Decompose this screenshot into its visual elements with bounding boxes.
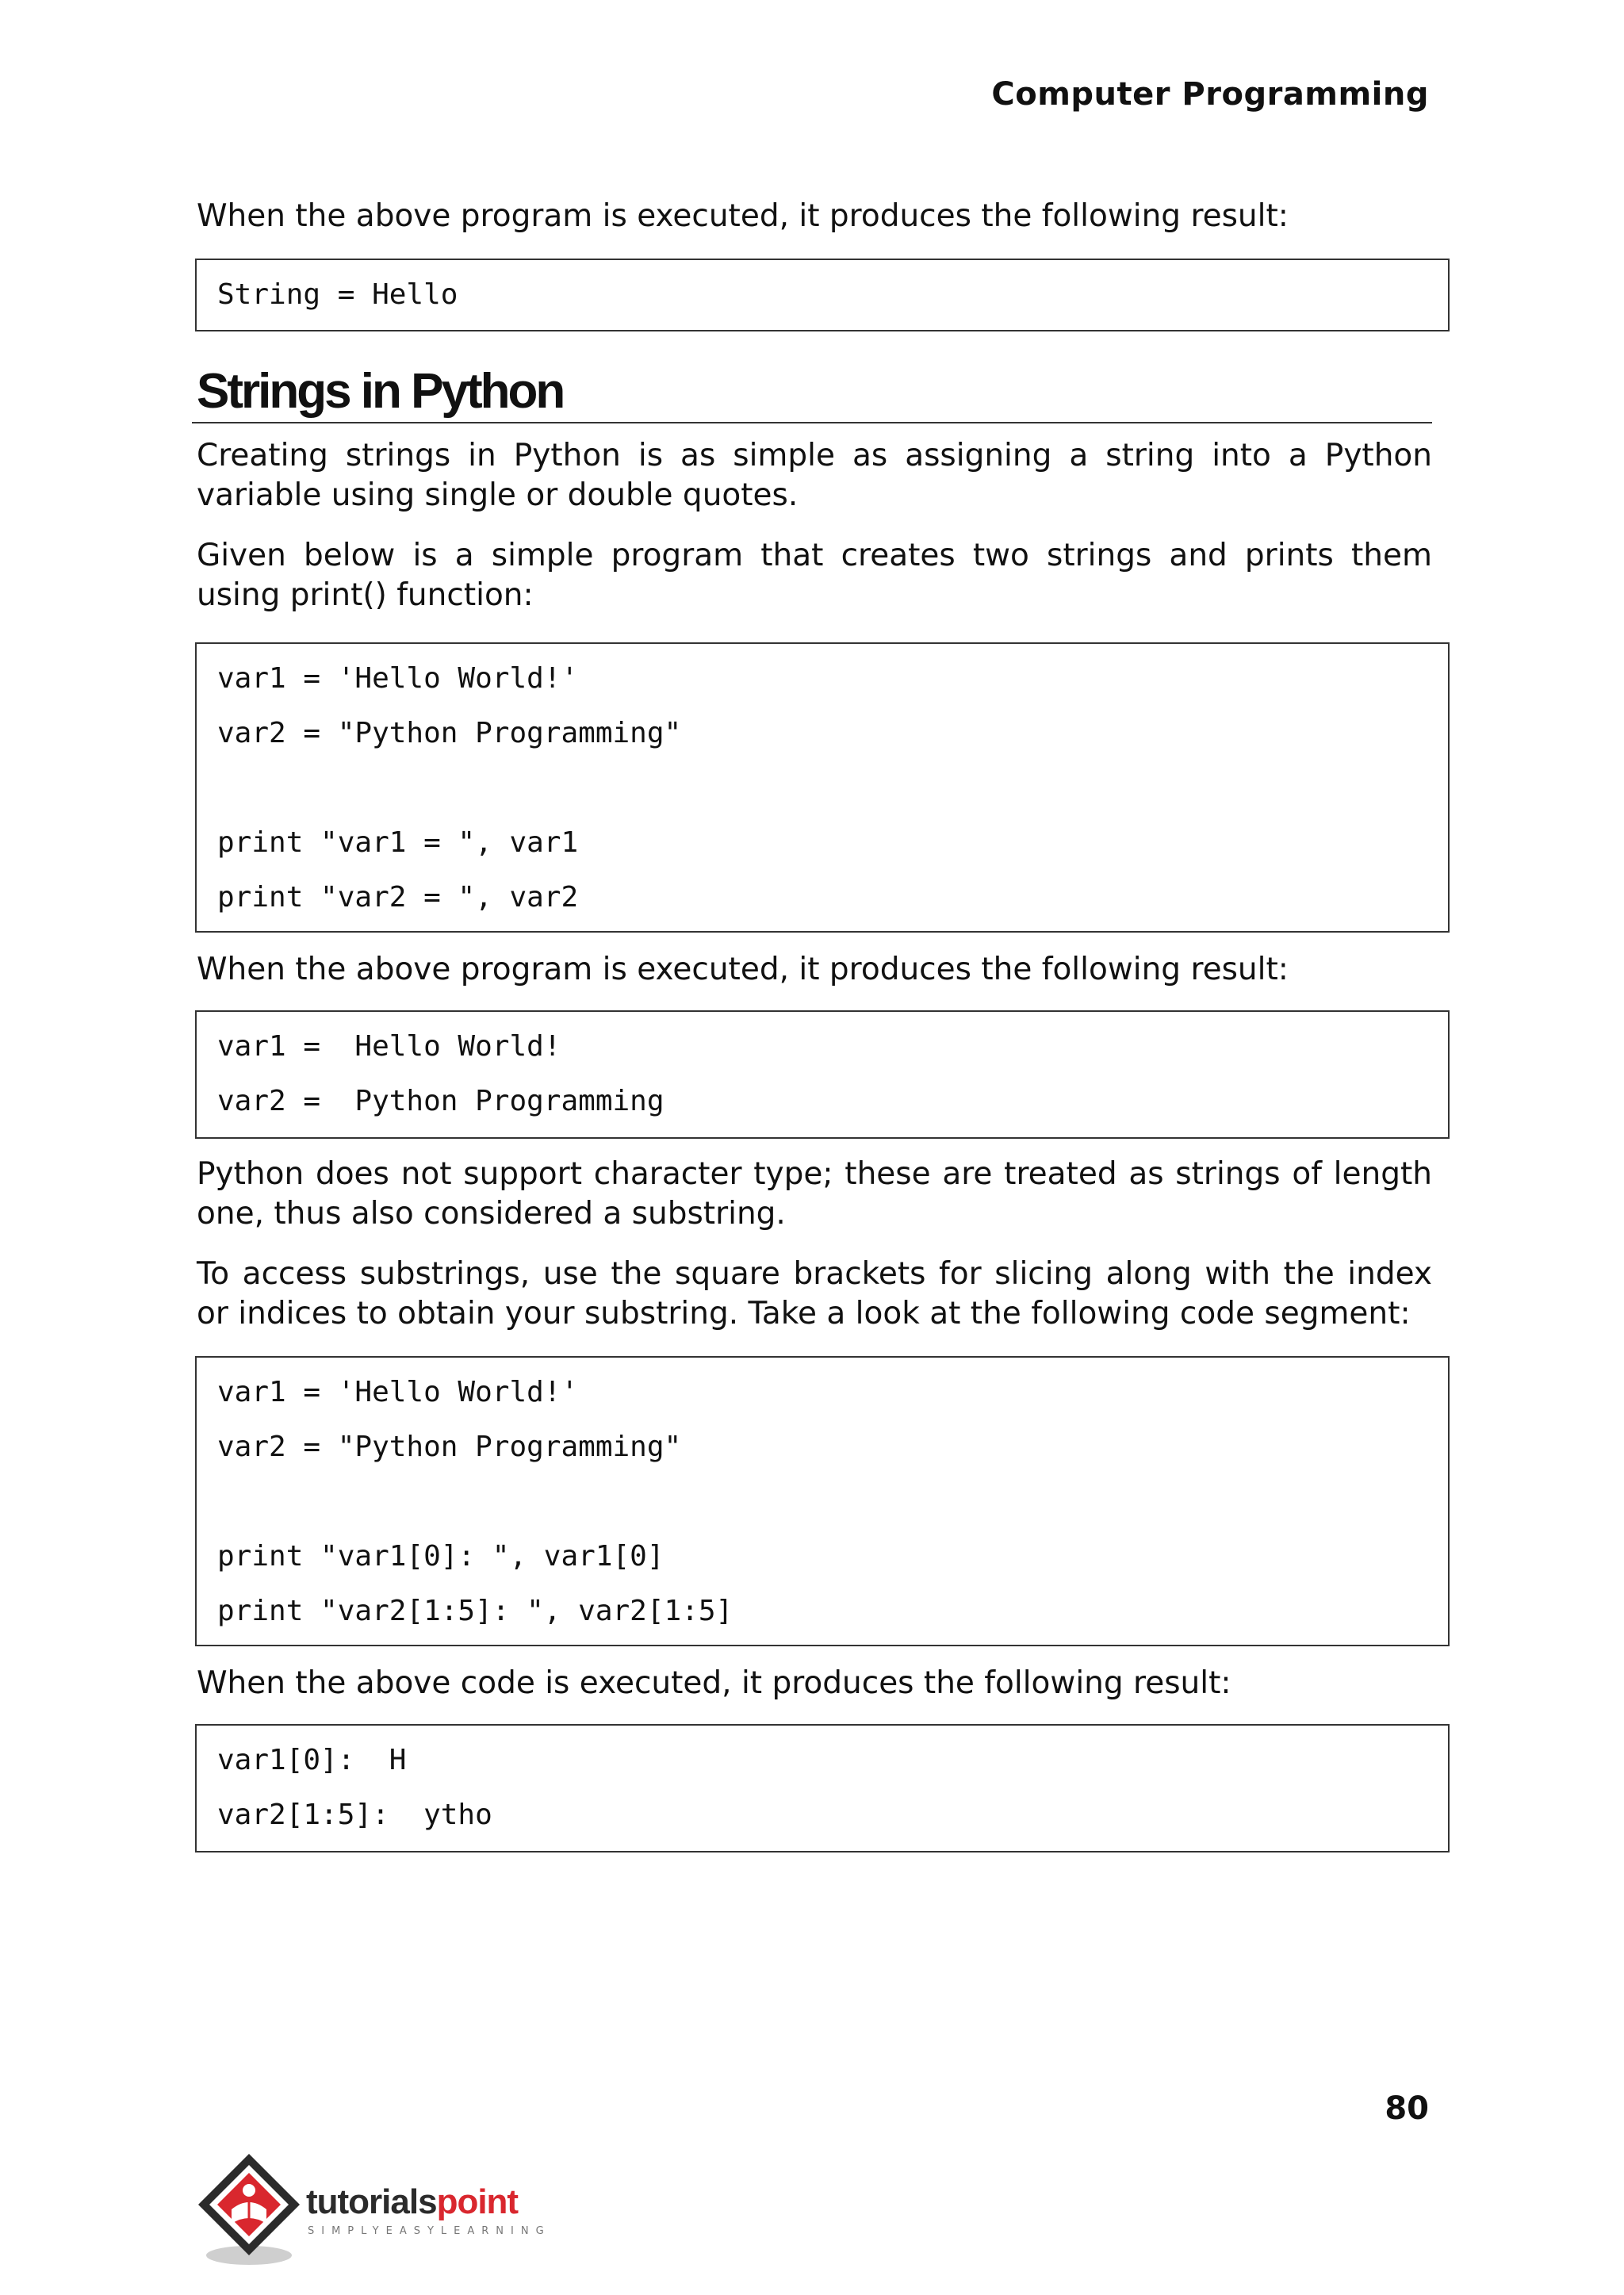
logo-word-dark: tutorials (306, 2182, 437, 2221)
tutorialspoint-logo (195, 2151, 592, 2270)
intro-result-text: When the above program is executed, it produces the following result: (197, 198, 1289, 234)
section-heading: Strings in Python (197, 364, 564, 419)
output-line: var1 = Hello World! (217, 1030, 561, 1063)
running-header-title: Computer Programming (991, 76, 1429, 113)
output-line: var1[0]: H (217, 1744, 407, 1776)
code-box-2 (195, 1356, 1450, 1646)
output-line: String = Hello (217, 278, 458, 311)
output-box-3 (195, 1724, 1450, 1852)
paragraph-character-type: Python does not support character type; these are treated as strings of length one, thus also considered a substring. (197, 1156, 1432, 1232)
code-line: var2 = "Python Programming" (217, 1431, 682, 1463)
page-number: 80 (1385, 2090, 1429, 2127)
heading-underline (192, 422, 1432, 423)
output-line: var2[1:5]: ytho (217, 1799, 492, 1831)
output-box-2 (195, 1010, 1450, 1139)
output-line: var2 = Python Programming (217, 1085, 665, 1117)
paragraph-strings-intro: Creating strings in Python is as simple as assigning a string into a Python variable using single or double quotes. (197, 438, 1432, 513)
paragraph-substrings: To access substrings, use the square brackets for slicing along with the index or indices to obtain your substring. Take a look at the following code segment: (197, 1256, 1432, 1331)
code-line: var1 = 'Hello World!' (217, 662, 579, 695)
output-box-1 (195, 259, 1450, 331)
code-line: print "var1 = ", var1 (217, 826, 579, 859)
code-line: print "var2[1:5]: ", var2[1:5] (217, 1595, 733, 1627)
code-line: var1 = 'Hello World!' (217, 1376, 579, 1408)
logo-tagline: SIMPLYEASYLEARNING (308, 2225, 551, 2237)
code-line: var2 = "Python Programming" (217, 717, 682, 749)
logo-diamond-icon (195, 2151, 306, 2270)
logo-wordmark (306, 2182, 518, 2222)
paragraph-program-intro: Given below is a simple program that creates two strings and prints them using print() function: (197, 538, 1432, 613)
code-box-1 (195, 642, 1450, 933)
code-line: print "var2 = ", var2 (217, 881, 579, 914)
result-text-2: When the above program is executed, it produces the following result: (197, 952, 1289, 987)
logo-word-red: point (436, 2182, 519, 2221)
result-text-3: When the above code is executed, it produces the following result: (197, 1665, 1231, 1701)
code-line: print "var1[0]: ", var1[0] (217, 1540, 665, 1573)
